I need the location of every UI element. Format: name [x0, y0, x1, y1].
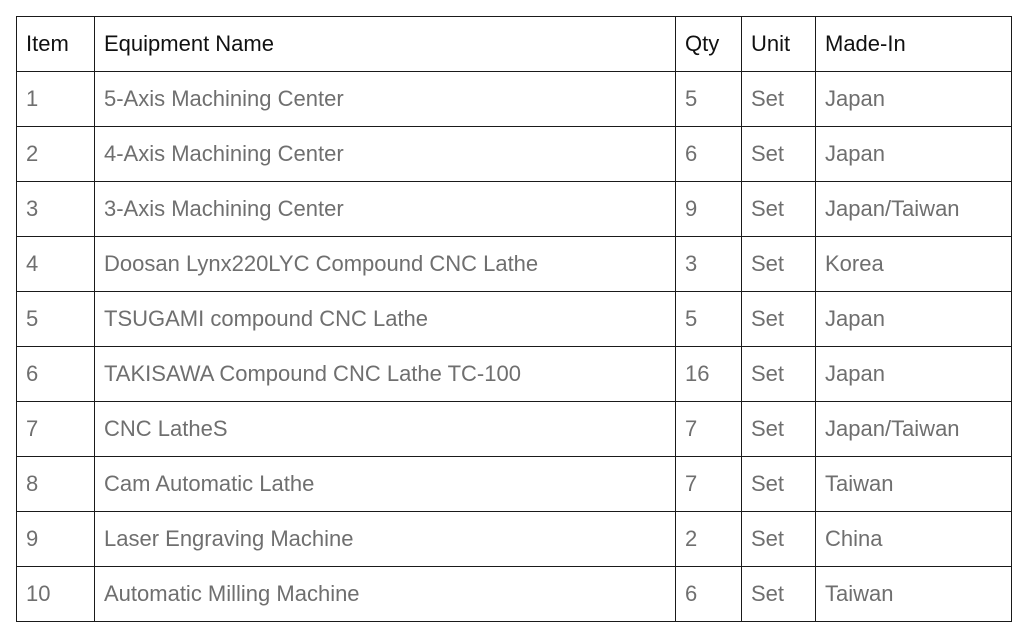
cell-made-in: Korea [816, 237, 1012, 292]
header-row [17, 17, 1012, 72]
cell-equipment-name: Laser Engraving Machine [95, 512, 676, 567]
table-row [17, 457, 1012, 512]
cell-item: 3 [17, 182, 95, 237]
cell-item: 7 [17, 402, 95, 457]
cell-made-in: Japan [816, 127, 1012, 182]
cell-made-in: Japan [816, 292, 1012, 347]
cell-item: 2 [17, 127, 95, 182]
cell-made-in: China [816, 512, 1012, 567]
cell-equipment-name: Cam Automatic Lathe [95, 457, 676, 512]
header-made-in: Made-In [816, 17, 1012, 72]
cell-unit: Set [742, 127, 816, 182]
cell-equipment-name: 4-Axis Machining Center [95, 127, 676, 182]
header-qty: Qty [676, 17, 742, 72]
table-row [17, 512, 1012, 567]
cell-unit: Set [742, 182, 816, 237]
cell-qty: 6 [676, 127, 742, 182]
cell-unit: Set [742, 457, 816, 512]
cell-qty: 9 [676, 182, 742, 237]
table-row [17, 127, 1012, 182]
cell-qty: 5 [676, 292, 742, 347]
cell-item: 9 [17, 512, 95, 567]
cell-qty: 5 [676, 72, 742, 127]
table-row [17, 182, 1012, 237]
cell-unit: Set [742, 292, 816, 347]
table-row [17, 72, 1012, 127]
cell-made-in: Japan [816, 347, 1012, 402]
cell-equipment-name: Doosan Lynx220LYC Compound CNC Lathe [95, 237, 676, 292]
cell-qty: 2 [676, 512, 742, 567]
cell-equipment-name: 5-Axis Machining Center [95, 72, 676, 127]
table-row [17, 402, 1012, 457]
header-unit: Unit [742, 17, 816, 72]
cell-qty: 16 [676, 347, 742, 402]
cell-equipment-name: TSUGAMI compound CNC Lathe [95, 292, 676, 347]
cell-qty: 7 [676, 457, 742, 512]
cell-item: 6 [17, 347, 95, 402]
cell-item: 8 [17, 457, 95, 512]
table-row [17, 292, 1012, 347]
table-body [17, 72, 1012, 622]
cell-qty: 7 [676, 402, 742, 457]
table-row [17, 347, 1012, 402]
cell-made-in: Taiwan [816, 457, 1012, 512]
cell-equipment-name: 3-Axis Machining Center [95, 182, 676, 237]
cell-unit: Set [742, 347, 816, 402]
cell-qty: 3 [676, 237, 742, 292]
table-header [17, 17, 1012, 72]
equipment-table [16, 16, 1012, 622]
cell-made-in: Japan/Taiwan [816, 182, 1012, 237]
cell-unit: Set [742, 402, 816, 457]
table-row [17, 237, 1012, 292]
cell-item: 4 [17, 237, 95, 292]
cell-item: 10 [17, 567, 95, 622]
cell-qty: 6 [676, 567, 742, 622]
cell-made-in: Taiwan [816, 567, 1012, 622]
cell-made-in: Japan [816, 72, 1012, 127]
header-equipment-name: Equipment Name [95, 17, 676, 72]
cell-item: 5 [17, 292, 95, 347]
cell-unit: Set [742, 237, 816, 292]
cell-equipment-name: CNC LatheS [95, 402, 676, 457]
header-item: Item [17, 17, 95, 72]
cell-unit: Set [742, 512, 816, 567]
cell-unit: Set [742, 72, 816, 127]
cell-equipment-name: Automatic Milling Machine [95, 567, 676, 622]
cell-made-in: Japan/Taiwan [816, 402, 1012, 457]
cell-equipment-name: TAKISAWA Compound CNC Lathe TC-100 [95, 347, 676, 402]
table-row [17, 567, 1012, 622]
cell-item: 1 [17, 72, 95, 127]
cell-unit: Set [742, 567, 816, 622]
